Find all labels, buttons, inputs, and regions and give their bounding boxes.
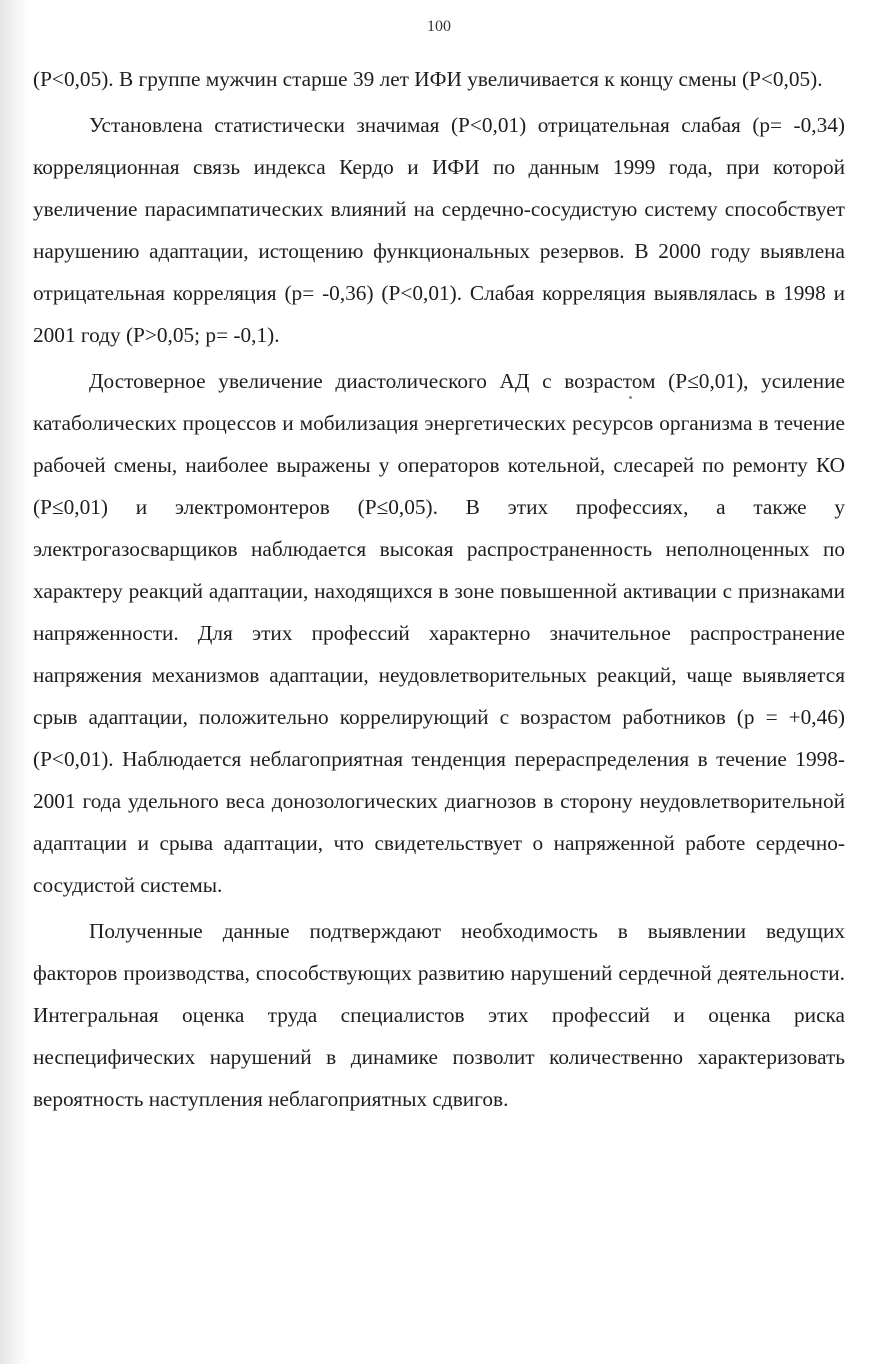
paragraph-2: Установлена статистически значимая (P<0,01) отрицательная слабая (р= -0,34) корреляционная связь индекса Кердо и ИФИ по данным 1999 года, при которой увеличение парасимпатических влияний на сердечно-сосудистую систему способствует нарушению адаптации, истощению функциональных резервов. В 2000 году выявлена отрицательная корреляция (р= -0,36) (P<0,01). Слабая корреляция выявлялась в 1998 и 2001 году (P>0,05; р= -0,1). [33,113,845,347]
scan-speck [629,396,632,399]
paragraph-4: Полученные данные подтверждают необходимость в выявлении ведущих факторов производства, способствующих развитию нарушений сердечной деятельности. Интегральная оценка труда специалистов этих профессий и оценка риска неспецифических нарушений в динамике позволит количественно характеризовать вероятность наступления неблагоприятных сдвигов. [33,919,845,1111]
paragraph-1: (P<0,05). В группе мужчин старше 39 лет ИФИ увеличивается к концу смены (P<0,05). [33,67,823,91]
body-text [33,58,845,1120]
page-number: 100 [427,18,451,35]
scan-shadow-edge [0,0,30,1364]
paragraph-3: Достоверное увеличение диастолического АД с возрастом (P≤0,01), усиление катаболических процессов и мобилизация энергетических ресурсов организма в течение рабочей смены, наиболее выражены у операторов котельной, слесарей по ремонту КО (P≤0,01) и электромонтеров (P≤0,05). В этих профессиях, а также у электрогазосварщиков наблюдается высокая распространенность неполноценных по характеру реакций адаптации, находящихся в зоне повышенной активации с признаками напряженности. Для этих профессий характерно значительное распространение напряжения механизмов адаптации, неудовлетворительных реакций, чаще выявляется срыв адаптации, положительно коррелирующий с возрастом работников (р = +0,46) (P<0,01). Наблюдается неблагоприятная тенденция перераспределения в течение 1998-2001 года удельного веса донозологических диагнозов в сторону неудовлетворительной адаптации и срыва адаптации, что свидетельствует о напряженной работе сердечно-сосудистой системы. [33,369,845,897]
